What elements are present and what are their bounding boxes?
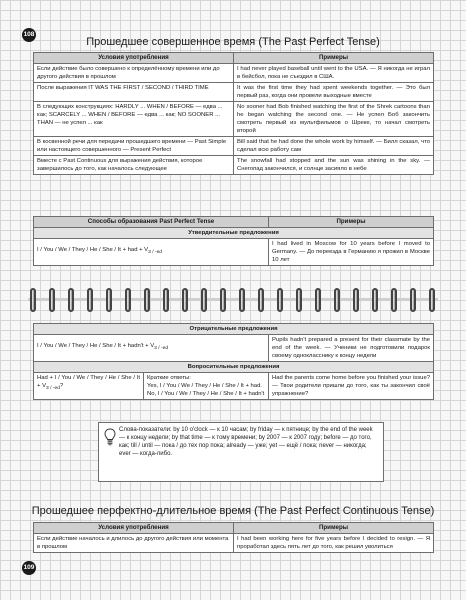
- usage-cell: В косвенной речи для передачи прошедшего времени — Past Simple или настоящего совершенного — Present Perfect: [34, 137, 234, 156]
- table-row: [34, 156, 434, 175]
- column-header-examples: Примеры: [269, 217, 434, 228]
- usage-cell: В следующих конструкциях: HARDLY ... WHEN / BEFORE — едва ... как; SCARCELY ... WHEN / BEFORE — едва ... как; NO SOONER ... THAN — не успел ... как: [34, 102, 234, 137]
- usage-cell: Если действие было совершено к определённому времени или до другого действия в прошлом: [34, 64, 234, 83]
- example-cell: I had never played baseball until went to the USA. — Я никогда не играл в бейсбол, пока не съездил в США.: [234, 64, 434, 83]
- question-formula: Had + I / You / We / They / He / She / $It + V_{3 / -ed}$?: [34, 373, 144, 400]
- table-row: [34, 102, 434, 137]
- page-number-top: 108: [22, 28, 36, 42]
- negative-example: Pupils hadn't prepared a present for their classmate by the end of the week. — Ученики не подготовили подарок своему однокласснику к концу недели: [269, 335, 434, 362]
- signal-words-text: Слова-показатели: by 10 o'clock — к 10 часам; by friday — к пятнице; by the end of the week — к концу недели; by that time — к тому времени; by 2007 — к 2007 году; before — до того, как; till / until — пока / до тех пор пока; already — уже; yet — ещё / пока; never — никогда; ever — когда-либо.: [119, 427, 373, 458]
- usage-cell: Вместе с Past Continuous для выражения действия, которое завершилось до того, как началось следующее: [34, 156, 234, 175]
- usage-table-past-perfect-continuous: [33, 522, 434, 553]
- page-number-bottom: 109: [22, 561, 36, 575]
- usage-cell: После выражения IT WAS THE FIRST / SECOND / THIRD TIME: [34, 83, 234, 102]
- table-row: [34, 534, 434, 553]
- section-title-past-perfect-continuous: Прошедшее перфектно-длительное время (The Past Perfect Continuous Tense): [31, 505, 435, 517]
- example-cell: The snowfall had stopped and the sun was shining in the sky. — Снегопад закончился, и солнце засияло в небе: [234, 156, 434, 175]
- question-subheader: Вопросительные предложения: [34, 362, 434, 373]
- table-row: [34, 335, 434, 362]
- table-header-row: [34, 217, 434, 228]
- column-header-formation: Способы образования Past Perfect Tense: [34, 217, 269, 228]
- column-header-usage: Условия употребления: [34, 523, 234, 534]
- short-answers: Краткие ответы: Yes, I / You / We / They / He / She / It + had. No, I / You / We / They / He / She / It + hadn't: [144, 373, 269, 400]
- column-header-examples: Примеры: [234, 523, 434, 534]
- example-cell: I had been working here for five years before I decided to resign. — Я проработал здесь пять лет до того, как решил уволиться: [234, 534, 434, 553]
- usage-table-past-perfect: [33, 52, 434, 175]
- negative-subheader: Отрицательные предложения: [34, 324, 434, 335]
- affirmative-subheader: Утвердительные предложения: [34, 228, 434, 239]
- formation-table-affirmative: [33, 216, 434, 266]
- table-row: [34, 83, 434, 102]
- table-header-row: [34, 53, 434, 64]
- question-example: Had the parents come home before you finished your issue? — Твои родители пришли до того, как ты закончил своё упражнение?: [269, 373, 434, 400]
- example-cell: No sooner had Bob finished watching the first of the Shrek cartoons than he began watching the second one. — Не успел Боб закончить смотреть первый из мультфильмов о Шреке, то начал смотреть второй: [234, 102, 434, 137]
- table-row: [34, 239, 434, 266]
- lightbulb-icon: [104, 428, 116, 446]
- affirmative-example: I had lived in Moscow for 10 years before I moved to Germany. — До переезда в Германию я прожил в Москве 10 лет: [269, 239, 434, 266]
- column-header-usage: Условия употребления: [34, 53, 234, 64]
- table-header-row: [34, 523, 434, 534]
- formation-table-negative-question: [33, 323, 434, 400]
- spiral-binding: [0, 288, 466, 314]
- column-header-examples: Примеры: [234, 53, 434, 64]
- negative-formula: I / You / We / They / He / She / It + hadn't + $V_{3 / -ed}$: [34, 335, 269, 362]
- signal-words-box: [98, 422, 384, 482]
- table-row: [34, 64, 434, 83]
- section-title-past-perfect: Прошедшее совершенное время (The Past Perfect Tense): [86, 36, 380, 48]
- affirmative-formula: I / You / We / They / He / She / It + had + $V_{3 / -ed}$: [34, 239, 269, 266]
- example-cell: Bill said that he had done the whole work by himself. — Билл сказал, что сделал всю работу сам: [234, 137, 434, 156]
- example-cell: It was the first time they had spent weekends together. — Это был первый раз, когда они провели выходные вместе: [234, 83, 434, 102]
- table-row: [34, 137, 434, 156]
- usage-cell: Если действие началось и длилось до другого действия или момента в прошлом: [34, 534, 234, 553]
- table-row: [34, 373, 434, 400]
